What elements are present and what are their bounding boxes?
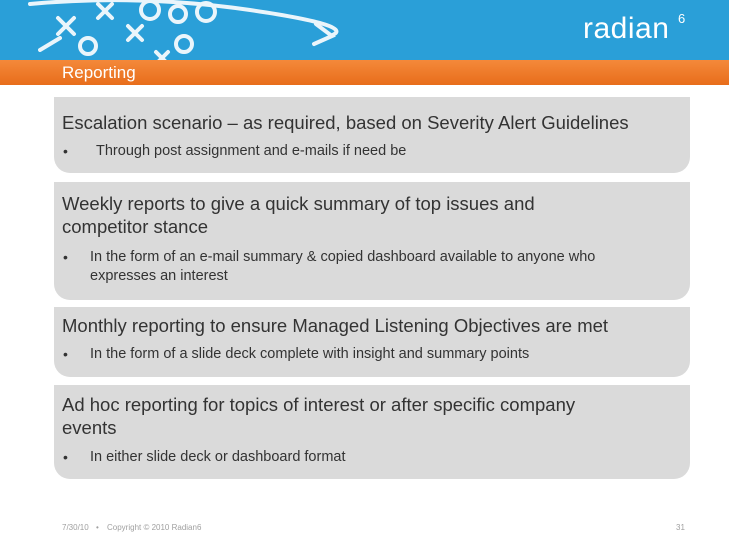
footer-copyright: Copyright © 2010 Radian6 xyxy=(107,523,202,532)
card-bullet-text: Through post assignment and e-mails if need be xyxy=(96,143,407,159)
card-title-line1: Weekly reports to give a quick summary of top issues and xyxy=(62,193,535,214)
footer-date: 7/30/10 xyxy=(62,523,89,532)
title-bar xyxy=(0,60,729,85)
card-title-line2: competitor stance xyxy=(62,216,209,237)
playbook-doodle-graphic xyxy=(0,0,360,60)
card-weekly-reports xyxy=(54,182,690,300)
logo-superscript: 6 xyxy=(678,11,686,26)
card-title: Escalation scenario – as required, based on Severity Alert Guidelines xyxy=(62,112,629,133)
card-bullet-text-line1: In the form of an e-mail summary & copied dashboard available to anyone who xyxy=(90,249,596,265)
card-bullet-text: In either slide deck or dashboard format xyxy=(90,449,346,465)
card-escalation xyxy=(54,97,690,173)
radian6-logo xyxy=(583,12,669,46)
card-bullet-text-line2: expresses an interest xyxy=(90,268,228,284)
footer-page-number: 31 xyxy=(676,523,685,532)
bullet-icon: • xyxy=(63,143,68,159)
bullet-icon: • xyxy=(63,449,68,465)
bullet-icon: • xyxy=(63,249,68,265)
slide-title: Reporting xyxy=(62,63,136,82)
card-title-line2: events xyxy=(62,417,117,438)
card-bullet-text: In the form of a slide deck complete with insight and summary points xyxy=(90,346,530,362)
card-ad-hoc-reporting xyxy=(54,385,690,479)
bullet-icon: • xyxy=(63,346,68,362)
logo-text: radian xyxy=(583,12,670,45)
card-title-line1: Ad hoc reporting for topics of interest or after specific company xyxy=(62,394,576,415)
header-banner xyxy=(0,0,729,60)
card-monthly-reporting xyxy=(54,307,690,377)
card-title: Monthly reporting to ensure Managed Listening Objectives are met xyxy=(62,315,609,336)
footer-separator: • xyxy=(96,523,99,532)
